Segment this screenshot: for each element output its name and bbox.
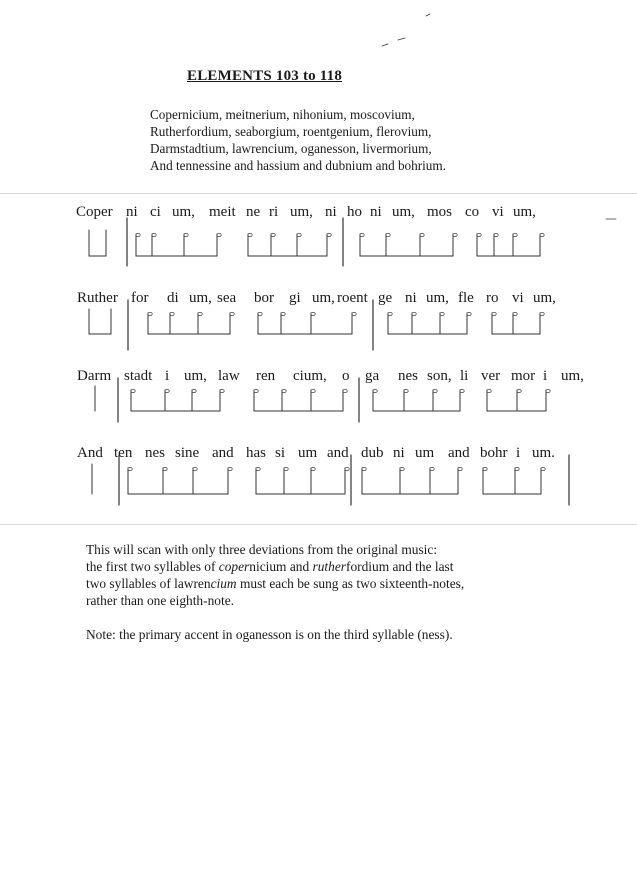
lyric-syllable: ni — [405, 290, 417, 306]
footer-text: fordium and the last — [346, 559, 454, 574]
lyric-syllable: ro — [486, 290, 499, 306]
lyric-syllable: um, — [426, 290, 449, 306]
lyric-syllable: ren — [256, 368, 276, 384]
lyric-syllable: di — [167, 290, 179, 306]
lyric-syllable: And — [77, 445, 103, 461]
footer-line — [86, 575, 464, 592]
lyric-syllable: ni — [370, 204, 382, 220]
lyric-syllable: and — [327, 445, 349, 461]
lyric-syllable: sine — [175, 445, 200, 461]
intro-line: Copernicium, meitnerium, nihonium, moscovium, — [150, 107, 415, 122]
lyric-syllable: law — [218, 368, 240, 384]
lyric-syllable: fle — [458, 290, 474, 306]
lyric-syllable: gi — [289, 290, 301, 306]
lyric-syllable: stadt — [124, 368, 153, 384]
footer-text: nicium and — [249, 559, 313, 574]
lyric-syllable: ni — [126, 204, 138, 220]
stray-mark — [382, 44, 388, 46]
lyric-syllable: bohr — [480, 445, 508, 461]
lyric-syllable: roent — [337, 290, 368, 306]
lyric-syllable: co — [465, 204, 480, 220]
lyric-syllable: um, — [533, 290, 556, 306]
lyric-syllable: for — [131, 290, 149, 306]
lyric-syllable: si — [275, 445, 286, 461]
lyric-syllable: um, — [561, 368, 584, 384]
lyric-syllable: ga — [365, 368, 380, 384]
lyric-syllable: um, — [189, 290, 212, 306]
lyric-syllable: Darm — [77, 368, 112, 384]
lyric-syllable: o — [342, 368, 350, 384]
footer-notes — [86, 541, 464, 609]
footer-text: two syllables of lawren — [86, 576, 211, 591]
footer-emphasis: coper — [218, 559, 250, 574]
lyric-syllable: um, — [172, 204, 195, 220]
footer-emphasis: ruther — [312, 559, 346, 574]
footer-text: must each be sung as two sixteenth-notes, — [236, 576, 465, 591]
stray-mark — [398, 38, 405, 40]
lyric-syllable: and — [448, 445, 470, 461]
intro-line: Darmstadtium, lawrencium, oganesson, livermorium, — [150, 141, 432, 156]
lyric-syllable: ho — [347, 204, 362, 220]
footer-line: This will scan with only three deviations from the original music: — [86, 542, 438, 557]
lyric-syllable: um, — [312, 290, 335, 306]
lyric-syllable: cium, — [293, 368, 327, 384]
footer-line — [86, 558, 464, 575]
lyric-syllable: dub — [361, 445, 384, 461]
lyric-syllable: nes — [398, 368, 418, 384]
lyric-syllable: and — [212, 445, 234, 461]
lyric-syllable: i — [543, 368, 548, 384]
lyric-syllable: ver — [481, 368, 501, 384]
lyric-syllable: Coper — [76, 204, 113, 220]
footer-emphasis: cium — [210, 576, 237, 591]
lyric-syllable: son, — [427, 368, 452, 384]
accent-note: Note: the primary accent in oganesson is on the third syllable (ness). — [86, 627, 453, 642]
footer-line: rather than one eighth-note. — [86, 593, 234, 608]
lyric-syllable: nes — [145, 445, 165, 461]
lyric-syllable: sea — [217, 290, 237, 306]
stray-mark — [426, 14, 430, 16]
lyric-syllable: ten — [114, 445, 133, 461]
lyric-syllable: i — [165, 368, 170, 384]
lyric-syllable: ne — [246, 204, 261, 220]
lyric-syllable: um, — [392, 204, 415, 220]
lyric-syllable: bor — [254, 290, 274, 306]
lyric-syllable: i — [516, 445, 521, 461]
lyric-syllable: ci — [150, 204, 161, 220]
lyric-syllable: um — [298, 445, 318, 461]
intro-line: And tennessine and hassium and dubnium and bohrium. — [150, 158, 446, 173]
lyric-syllable: meit — [209, 204, 236, 220]
lyric-syllable: um, — [290, 204, 313, 220]
lyric-syllable: um, — [513, 204, 536, 220]
lyric-syllable: ni — [393, 445, 405, 461]
lyric-syllable: vi — [512, 290, 524, 306]
lyric-syllable: Ruther — [77, 290, 118, 306]
footer-text: the first two syllables of — [86, 559, 219, 574]
lyric-syllable: mos — [427, 204, 453, 220]
lyric-syllable: vi — [492, 204, 504, 220]
page-title: ELEMENTS 103 to 118 — [187, 68, 343, 84]
lyric-syllable: um. — [532, 445, 555, 461]
lyric-syllable: um, — [184, 368, 207, 384]
lyric-syllable: ni — [325, 204, 337, 220]
lyric-syllable: li — [460, 368, 469, 384]
lyric-syllable: ri — [269, 204, 279, 220]
intro-line: Rutherfordium, seaborgium, roentgenium, flerovium, — [150, 124, 432, 139]
lyric-syllable: mor — [511, 368, 536, 384]
lyric-syllable: um — [415, 445, 435, 461]
lyric-syllable: ge — [378, 290, 393, 306]
lyric-syllable: has — [246, 445, 266, 461]
